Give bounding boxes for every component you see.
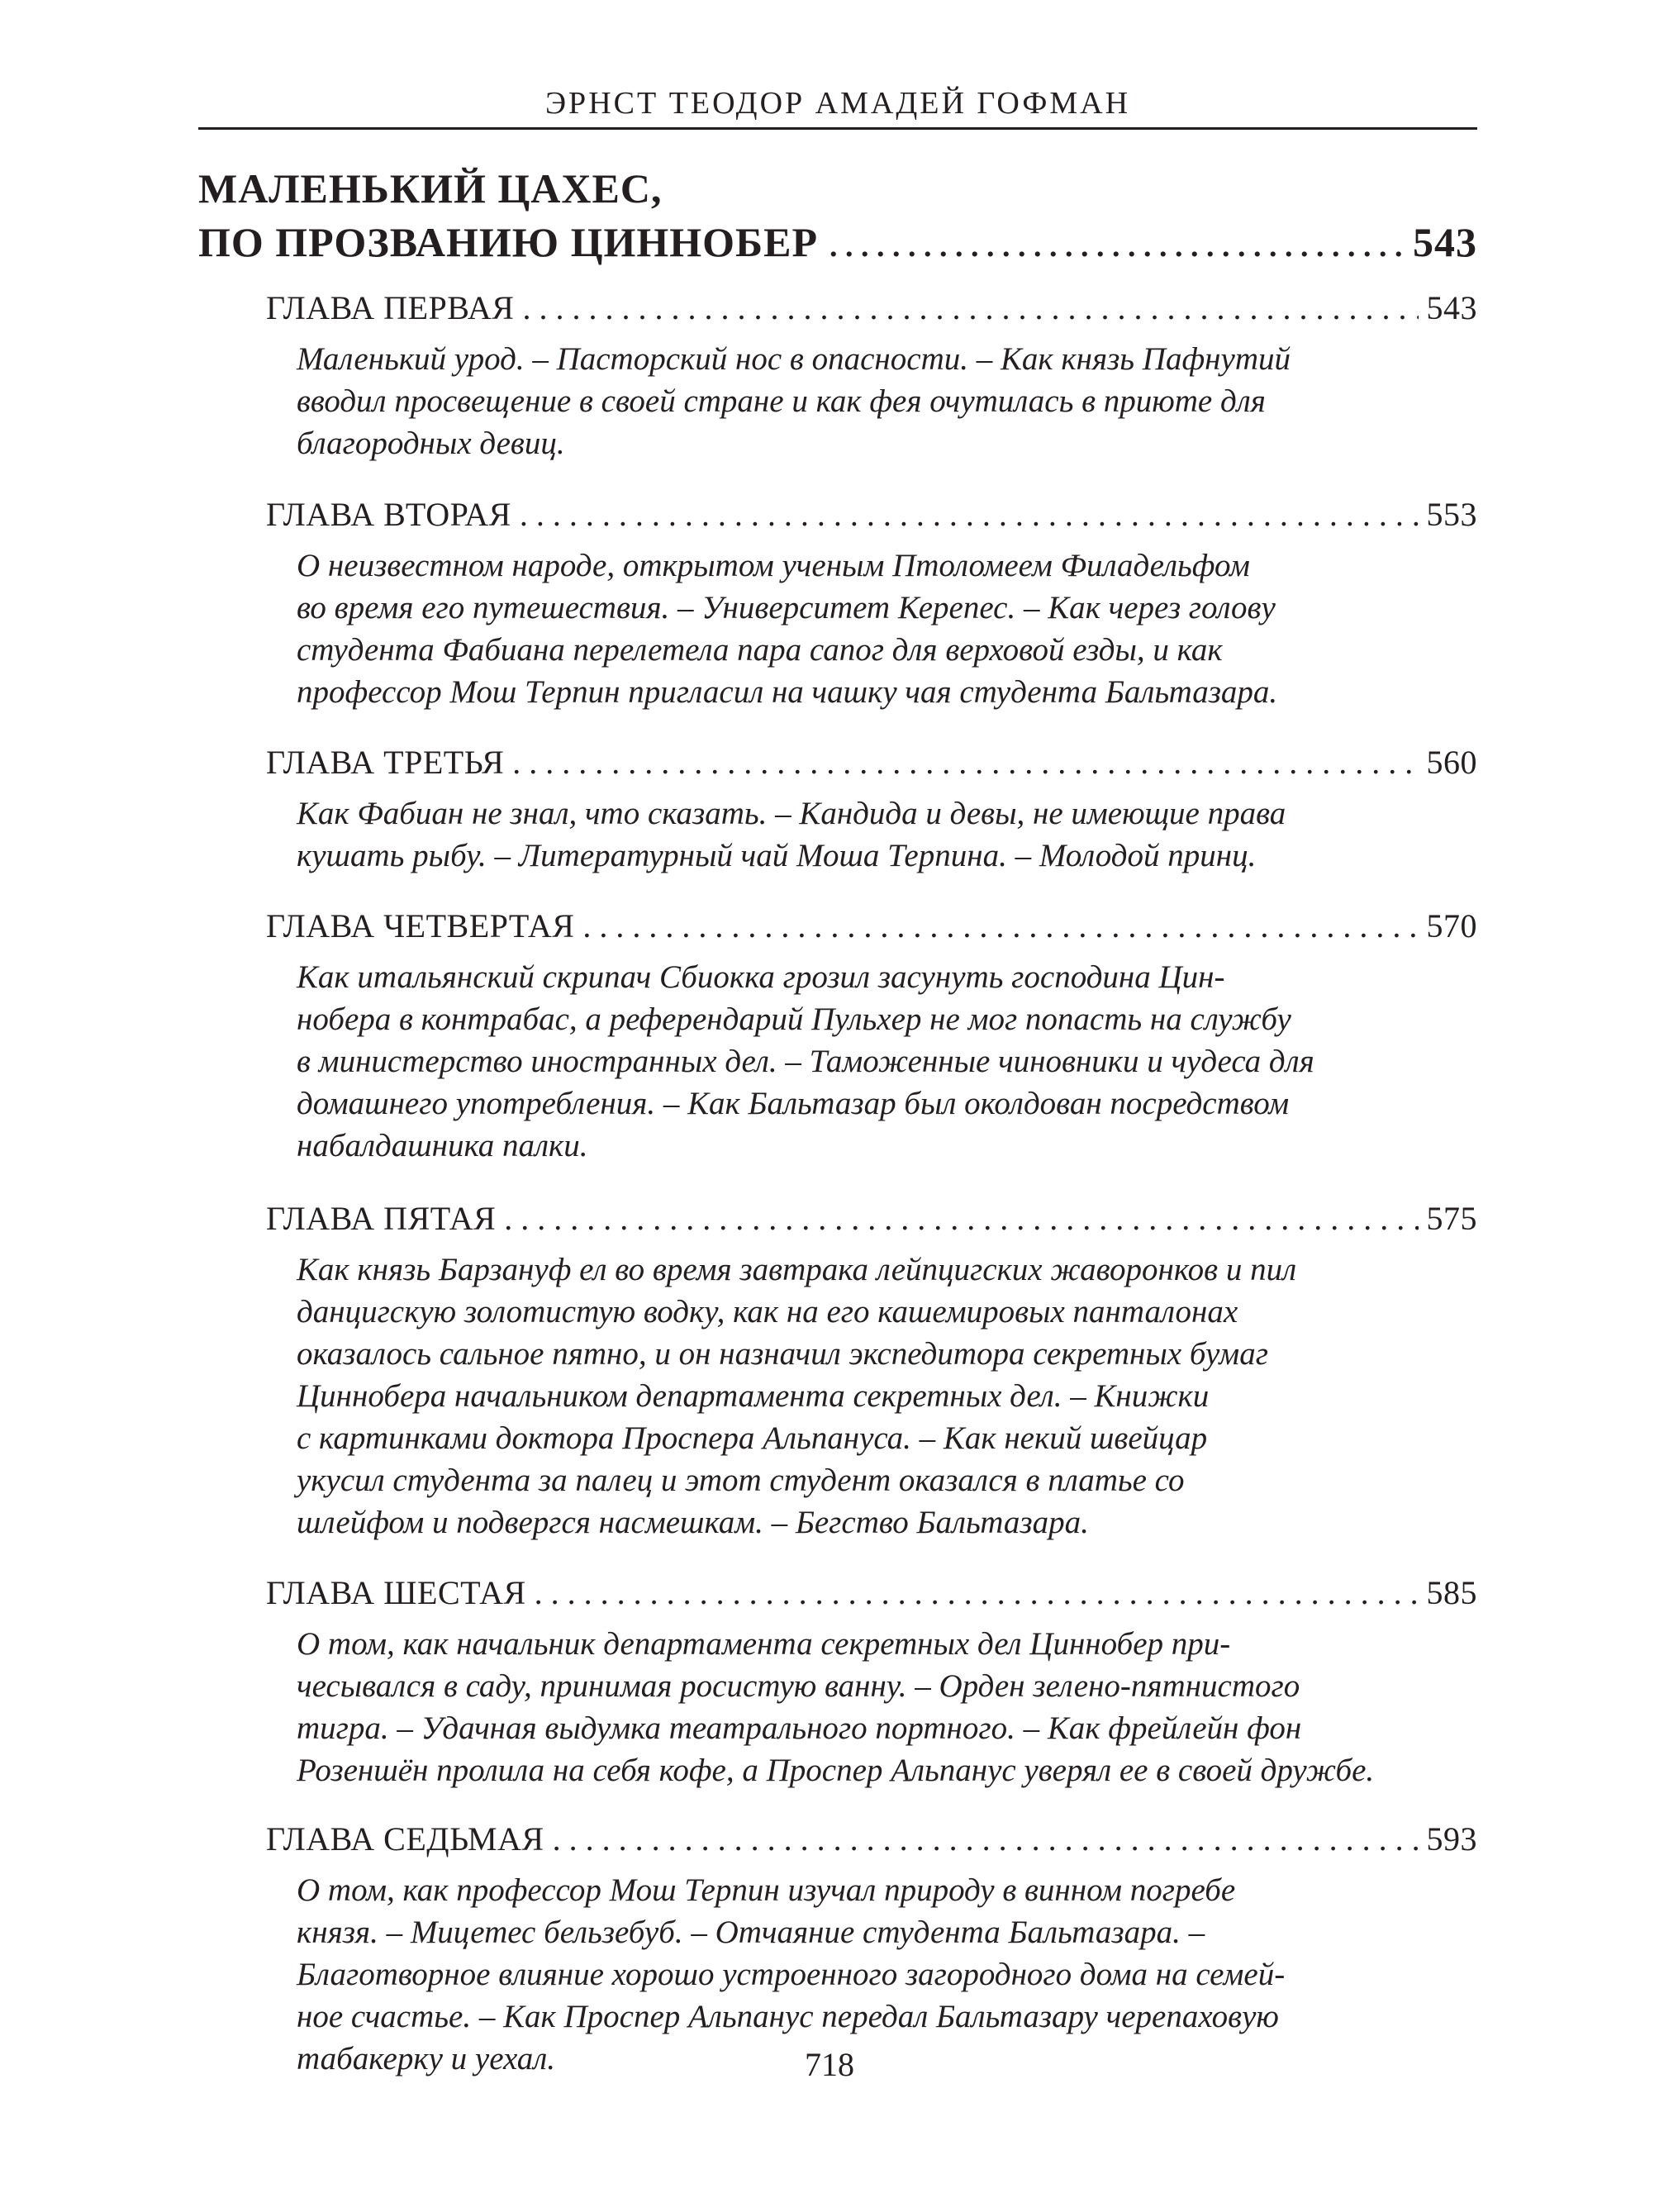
summary-line: Циннобера начальником департамента секретных дел. – Книжки bbox=[297, 1378, 1210, 1414]
summary-line: в министерство иностранных дел. – Таможенные чиновники и чудеса для bbox=[297, 1044, 1314, 1079]
summary-line: Благотворное влияние хорошо устроенного загородного дома на семей- bbox=[297, 1957, 1286, 1992]
chapter-heading bbox=[266, 1816, 1477, 1862]
work-title-text: ПО ПРОЗВАНИЮ ЦИННОБЕР bbox=[198, 219, 819, 265]
dot-leader bbox=[830, 218, 1401, 274]
dot-leader bbox=[504, 1196, 1418, 1242]
running-head: ЭРНСТ ТЕОДОР АМАДЕЙ ГОФМАН bbox=[544, 86, 1131, 121]
summary-line: студента Фабиана перелетела пара сапог для верховой езды, и как bbox=[297, 632, 1223, 668]
chapter-page-number: 593 bbox=[1426, 1820, 1477, 1858]
chapter-entry bbox=[266, 1570, 1477, 1791]
dot-leader bbox=[553, 1816, 1419, 1862]
summary-line: укусил студента за палец и этот студент оказался в платье со bbox=[297, 1463, 1185, 1498]
summary-line: нобера в контрабас, а референдарий Пульхер не мог попасть на службу bbox=[297, 1001, 1291, 1037]
page-number: 718 bbox=[805, 2046, 854, 2083]
summary-line: набалдашника палки. bbox=[297, 1128, 588, 1163]
work-page-number: 543 bbox=[1413, 219, 1477, 265]
chapter-entry bbox=[266, 492, 1477, 713]
summary-line: тигра. – Удачная выдумка театрального портного. – Как фрейлейн фон bbox=[297, 1710, 1302, 1746]
chapter-summary bbox=[297, 338, 1420, 464]
chapter-summary bbox=[297, 1623, 1420, 1791]
summary-line: с картинками доктора Проспера Альпануса. – Как некий швейцар bbox=[297, 1420, 1208, 1456]
work-title-line-1: МАЛЕНЬКИЙ ЦАХЕС, bbox=[198, 165, 663, 212]
chapter-title: ГЛАВА ПЯТАЯ bbox=[266, 1200, 497, 1237]
dot-leader bbox=[520, 492, 1419, 538]
chapter-summary bbox=[297, 956, 1420, 1167]
summary-line: вводил просвещение в своей стране и как фея очутилась в приюте для bbox=[297, 383, 1266, 419]
summary-line: оказалось сальное пятно, и он назначил экспедитора секретных бумаг bbox=[297, 1336, 1268, 1372]
header-rule bbox=[198, 127, 1477, 130]
work-title-line-2 bbox=[198, 214, 1477, 270]
chapter-heading bbox=[266, 1570, 1477, 1616]
dot-leader bbox=[512, 740, 1418, 786]
chapter-title: ГЛАВА ТРЕТЬЯ bbox=[266, 744, 505, 781]
summary-line: профессор Мош Терпин пригласил на чашку чая студента Бальтазара. bbox=[297, 674, 1278, 710]
chapter-page-number: 543 bbox=[1426, 289, 1477, 326]
chapter-entry bbox=[266, 903, 1477, 1167]
summary-line: князя. – Мицетес бельзебуб. – Отчаяние студента Бальтазара. – bbox=[297, 1915, 1205, 1950]
chapter-heading bbox=[266, 285, 1477, 331]
chapter-entry bbox=[266, 1196, 1477, 1544]
summary-line: ное счастье. – Как Проспер Альпанус передал Бальтазару черепаховую bbox=[297, 1999, 1279, 2034]
dot-leader bbox=[535, 1570, 1419, 1616]
summary-line: шлейфом и подвергся насмешкам. – Бегство Бальтазара. bbox=[297, 1505, 1089, 1540]
chapter-page-number: 585 bbox=[1426, 1574, 1477, 1611]
summary-line: кушать рыбу. – Литературный чай Моша Терпина. – Молодой принц. bbox=[297, 838, 1257, 873]
chapter-heading bbox=[266, 1196, 1477, 1242]
summary-line: Как Фабиан не знал, что сказать. – Кандида и девы, не имеющие права bbox=[297, 796, 1286, 831]
chapter-title: ГЛАВА ВТОРАЯ bbox=[266, 496, 511, 533]
chapter-entry bbox=[266, 740, 1477, 877]
chapter-page-number: 553 bbox=[1426, 496, 1477, 533]
summary-line: домашнего употребления. – Как Бальтазар был околдован посредством bbox=[297, 1086, 1290, 1121]
chapter-title: ГЛАВА ШЕСТАЯ bbox=[266, 1574, 526, 1611]
summary-line: Розеншён пролила на себя кофе, а Проспер Альпанус уверял ее в своей дружбе. bbox=[297, 1753, 1375, 1788]
chapter-heading bbox=[266, 903, 1477, 949]
summary-line: данцигскую золотистую водку, как на его кашемировых панталонах bbox=[297, 1294, 1238, 1330]
summary-line: О том, как профессор Мош Терпин изучал природу в винном погребе bbox=[297, 1872, 1236, 1908]
work-title-entry bbox=[198, 163, 1477, 270]
dot-leader bbox=[582, 903, 1418, 949]
dot-leader bbox=[522, 285, 1418, 331]
summary-line: Маленький урод. – Пасторский нос в опасности. – Как князь Пафнутий bbox=[297, 341, 1291, 377]
summary-line: табакерку и уехал. bbox=[297, 2041, 556, 2076]
chapter-title: ГЛАВА СЕДЬМАЯ bbox=[266, 1820, 544, 1858]
chapter-summary bbox=[297, 545, 1420, 713]
chapter-summary bbox=[297, 792, 1420, 877]
chapter-entry bbox=[266, 285, 1477, 464]
chapter-entry bbox=[266, 1816, 1477, 2080]
chapter-page-number: 570 bbox=[1426, 907, 1477, 944]
summary-line: О том, как начальник департамента секретных дел Циннобер при- bbox=[297, 1626, 1231, 1662]
chapter-heading bbox=[266, 740, 1477, 786]
chapter-summary bbox=[297, 1249, 1420, 1544]
chapter-page-number: 560 bbox=[1426, 744, 1477, 781]
chapter-page-number: 575 bbox=[1426, 1200, 1477, 1237]
summary-line: Как итальянский скрипач Сбиокка грозил засунуть господина Цин- bbox=[297, 959, 1225, 995]
summary-line: благородных девиц. bbox=[297, 426, 565, 461]
summary-line: Как князь Барзануф ел во время завтрака лейпцигских жаворонков и пил bbox=[297, 1252, 1297, 1287]
chapter-heading bbox=[266, 492, 1477, 538]
chapter-title: ГЛАВА ЧЕТВЕРТАЯ bbox=[266, 907, 575, 944]
summary-line: во время его путешествия. – Университет Керепес. – Как через голову bbox=[297, 590, 1276, 626]
chapter-title: ГЛАВА ПЕРВАЯ bbox=[266, 289, 515, 326]
summary-line: О неизвестном народе, открытом ученым Птоломеем Филадельфом bbox=[297, 548, 1250, 583]
summary-line: чесывался в саду, принимая росистую ванну. – Орден зелено-пятнистого bbox=[297, 1668, 1300, 1704]
